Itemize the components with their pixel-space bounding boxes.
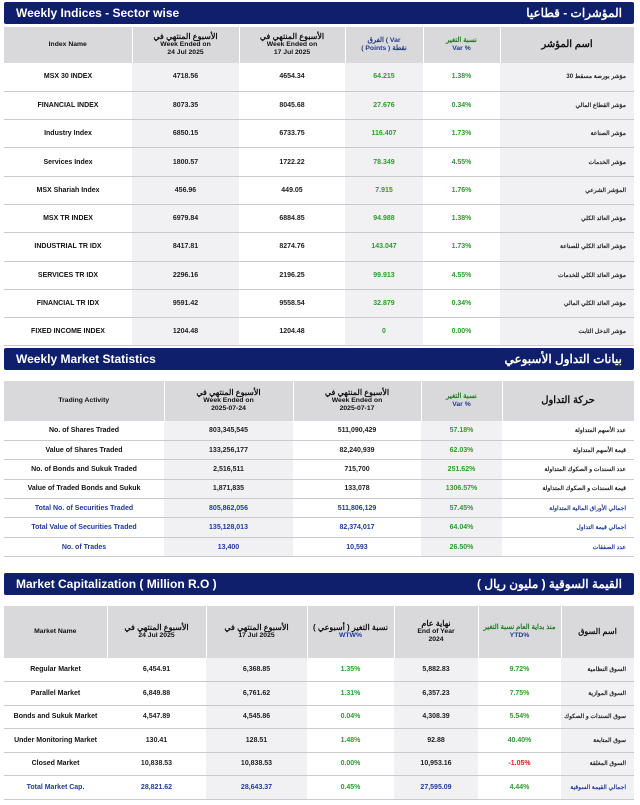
index-variation-points: 143.047	[345, 233, 423, 261]
activity-name-arabic: اجمالي قيمة التداول	[502, 518, 634, 537]
index-name: Industry Index	[4, 120, 132, 148]
stats-title: Weekly Market Statistics	[16, 352, 156, 366]
table-row	[4, 289, 634, 317]
market-name-arabic: سوق المتابعة	[561, 729, 634, 753]
table-row	[4, 440, 634, 459]
index-name: MSX Shariah Index	[4, 176, 132, 204]
market-current-cap: 28,821.62	[107, 776, 206, 800]
market-end-of-year: 4,308.39	[394, 705, 478, 729]
table-row	[4, 705, 634, 729]
indices-title-bar	[4, 2, 634, 24]
index-name: MSX 30 INDEX	[4, 63, 132, 91]
market-ytd-percent: 7.75%	[478, 682, 561, 706]
market-name-arabic: السوق المغلقة	[561, 752, 634, 776]
index-name-arabic: مؤشر الصناعة	[500, 120, 634, 148]
activity-variation-percent: 251.62%	[421, 460, 502, 479]
market-ytd-percent: 4.44%	[478, 776, 561, 800]
index-previous-value: 2196.25	[239, 261, 345, 289]
indices-header-name-ar: اسم المؤشر	[500, 27, 634, 63]
index-previous-value: 9558.54	[239, 289, 345, 317]
market-name-arabic: السوق الموازية	[561, 682, 634, 706]
index-previous-value: 1722.22	[239, 148, 345, 176]
cap-header-ytd: منذ بداية العام نسبة التغير YTD%	[478, 606, 561, 658]
index-variation-points: 64.215	[345, 63, 423, 91]
market-current-cap: 6,849.88	[107, 682, 206, 706]
cap-title-ar: القيمة السوقية ( مليون ريال )	[477, 577, 622, 591]
activity-name-arabic: عدد السندات و الصكوك المتداولة	[502, 460, 634, 479]
indices-header-prev: الأسبوع المنتهي في Week Ended on 17 Jul 2025	[239, 27, 345, 63]
indices-header-var: الفرق ( Var ( Points ) نقطة	[345, 27, 423, 63]
index-current-value: 8417.81	[132, 233, 239, 261]
index-variation-percent: 0.34%	[423, 289, 500, 317]
index-variation-percent: 1.38%	[423, 63, 500, 91]
activity-current-value: 803,345,545	[164, 421, 293, 440]
activity-name-arabic: قيمة الأسهم المتداولة	[502, 440, 634, 459]
index-name-arabic: المؤشر الشرعي	[500, 176, 634, 204]
index-current-value: 8073.35	[132, 91, 239, 119]
index-name-arabic: مؤشر العائد الكلي للصناعة	[500, 233, 634, 261]
market-name-arabic: اجمالي القيمة السوقية	[561, 776, 634, 800]
index-name: MSX TR INDEX	[4, 204, 132, 232]
cap-table	[4, 606, 635, 800]
activity-name-arabic: عدد الأسهم المتداولة	[502, 421, 634, 440]
indices-header-name: Index Name	[4, 27, 132, 63]
index-variation-points: 27.676	[345, 91, 423, 119]
table-row	[4, 479, 634, 498]
market-name: Regular Market	[4, 658, 107, 682]
activity-name: No. of Trades	[4, 537, 164, 556]
index-current-value: 1800.57	[132, 148, 239, 176]
table-row	[4, 91, 634, 119]
index-name-arabic: مؤشر العائد الكلي للخدمات	[500, 261, 634, 289]
index-variation-points: 116.407	[345, 120, 423, 148]
activity-current-value: 1,871,835	[164, 479, 293, 498]
stats-header-pct: نسبة التغير Var %	[421, 381, 502, 421]
table-row	[4, 537, 634, 556]
table-row	[4, 729, 634, 753]
table-row	[4, 682, 634, 706]
activity-name: Total No. of Securities Traded	[4, 499, 164, 518]
index-variation-points: 32.879	[345, 289, 423, 317]
stats-header-activity: Trading Activity	[4, 381, 164, 421]
index-variation-percent: 1.73%	[423, 233, 500, 261]
market-name-arabic: السوق النظامية	[561, 658, 634, 682]
table-row	[4, 148, 634, 176]
activity-variation-percent: 57.18%	[421, 421, 502, 440]
market-previous-cap: 6,761.62	[206, 682, 307, 706]
cap-header-name: Market Name	[4, 606, 107, 658]
cap-header-wtw: نسبة التغير ( أسبوعي ) WTW%	[307, 606, 394, 658]
index-name-arabic: مؤشر العائد الكلي المالي	[500, 289, 634, 317]
table-row	[4, 63, 634, 91]
table-row	[4, 421, 634, 440]
index-variation-percent: 4.55%	[423, 148, 500, 176]
market-ytd-percent: 5.54%	[478, 705, 561, 729]
activity-variation-percent: 62.03%	[421, 440, 502, 459]
market-end-of-year: 5,882.83	[394, 658, 478, 682]
index-name-arabic: مؤشر الخدمات	[500, 148, 634, 176]
table-row	[4, 233, 634, 261]
index-previous-value: 8274.76	[239, 233, 345, 261]
activity-previous-value: 82,374,017	[293, 518, 421, 537]
activity-name: Value of Traded Bonds and Sukuk	[4, 479, 164, 498]
market-wtw-percent: 1.31%	[307, 682, 394, 706]
market-current-cap: 4,547.89	[107, 705, 206, 729]
table-row	[4, 460, 634, 479]
activity-previous-value: 10,593	[293, 537, 421, 556]
table-row	[4, 518, 634, 537]
market-name: Bonds and Sukuk Market	[4, 705, 107, 729]
market-wtw-percent: 1.35%	[307, 658, 394, 682]
activity-variation-percent: 26.50%	[421, 537, 502, 556]
stats-header-prev: الأسبوع المنتهي في Week Ended on 2025-07-17	[293, 381, 421, 421]
activity-name: Total Value of Securities Traded	[4, 518, 164, 537]
index-name: FIXED INCOME INDEX	[4, 318, 132, 346]
index-name: SERVICES TR IDX	[4, 261, 132, 289]
activity-name: No. of Bonds and Sukuk Traded	[4, 460, 164, 479]
market-previous-cap: 10,838.53	[206, 752, 307, 776]
index-name-arabic: مؤشر العائد الكلي	[500, 204, 634, 232]
activity-variation-percent: 1306.57%	[421, 479, 502, 498]
index-variation-percent: 0.00%	[423, 318, 500, 346]
index-name: FINANCIAL INDEX	[4, 91, 132, 119]
index-current-value: 9591.42	[132, 289, 239, 317]
indices-table	[4, 27, 635, 346]
index-name: FINANCIAL TR IDX	[4, 289, 132, 317]
table-row	[4, 204, 634, 232]
cap-header-name-ar: اسم السوق	[561, 606, 634, 658]
market-end-of-year: 27,595.09	[394, 776, 478, 800]
activity-current-value: 135,128,013	[164, 518, 293, 537]
activity-name: Value of Shares Traded	[4, 440, 164, 459]
market-current-cap: 10,838.53	[107, 752, 206, 776]
market-end-of-year: 92.88	[394, 729, 478, 753]
index-previous-value: 8045.68	[239, 91, 345, 119]
index-current-value: 6850.15	[132, 120, 239, 148]
cap-header-cur: الأسبوع المنتهي في 24 Jul 2025	[107, 606, 206, 658]
index-name-arabic: مؤشر القطاع المالي	[500, 91, 634, 119]
index-variation-points: 7.915	[345, 176, 423, 204]
cap-header-eoy: نهاية عام End of Year 2024	[394, 606, 478, 658]
activity-name-arabic: اجمالي الأوراق المالية المتداولة	[502, 499, 634, 518]
market-previous-cap: 28,643.37	[206, 776, 307, 800]
activity-previous-value: 82,240,939	[293, 440, 421, 459]
index-variation-points: 0	[345, 318, 423, 346]
activity-previous-value: 715,700	[293, 460, 421, 479]
cap-title: Market Capitalization ( Million R.O )	[16, 577, 217, 591]
stats-header-cur: الأسبوع المنتهي في Week Ended on 2025-07-24	[164, 381, 293, 421]
index-current-value: 456.96	[132, 176, 239, 204]
stats-title-ar: بيانات التداول الأسبوعي	[504, 352, 622, 366]
index-previous-value: 4654.34	[239, 63, 345, 91]
index-previous-value: 6884.85	[239, 204, 345, 232]
table-row	[4, 120, 634, 148]
table-row	[4, 176, 634, 204]
index-variation-percent: 1.38%	[423, 204, 500, 232]
index-current-value: 4718.56	[132, 63, 239, 91]
stats-header-activity-ar: حركة التداول	[502, 381, 634, 421]
index-variation-percent: 1.73%	[423, 120, 500, 148]
activity-variation-percent: 57.45%	[421, 499, 502, 518]
index-name-arabic: مؤشر بورصة مسقط 30	[500, 63, 634, 91]
index-previous-value: 449.05	[239, 176, 345, 204]
index-variation-points: 94.988	[345, 204, 423, 232]
index-variation-points: 78.349	[345, 148, 423, 176]
index-name-arabic: مؤشر الدخل الثابت	[500, 318, 634, 346]
index-variation-points: 99.913	[345, 261, 423, 289]
activity-name: No. of Shares Traded	[4, 421, 164, 440]
market-name: Under Monitoring Market	[4, 729, 107, 753]
market-wtw-percent: 0.00%	[307, 752, 394, 776]
index-variation-percent: 0.34%	[423, 91, 500, 119]
market-previous-cap: 128.51	[206, 729, 307, 753]
table-row	[4, 261, 634, 289]
table-row	[4, 776, 634, 800]
index-name: INDUSTRIAL TR IDX	[4, 233, 132, 261]
table-row	[4, 658, 634, 682]
market-name: Total Market Cap.	[4, 776, 107, 800]
market-wtw-percent: 0.04%	[307, 705, 394, 729]
activity-current-value: 2,516,511	[164, 460, 293, 479]
market-wtw-percent: 1.48%	[307, 729, 394, 753]
market-wtw-percent: 0.45%	[307, 776, 394, 800]
activity-current-value: 133,256,177	[164, 440, 293, 459]
market-ytd-percent: 9.72%	[478, 658, 561, 682]
market-end-of-year: 6,357.23	[394, 682, 478, 706]
index-previous-value: 1204.48	[239, 318, 345, 346]
activity-previous-value: 511,090,429	[293, 421, 421, 440]
market-current-cap: 6,454.91	[107, 658, 206, 682]
activity-current-value: 13,400	[164, 537, 293, 556]
index-name: Services Index	[4, 148, 132, 176]
market-previous-cap: 6,368.85	[206, 658, 307, 682]
index-previous-value: 6733.75	[239, 120, 345, 148]
table-row	[4, 752, 634, 776]
stats-title-bar	[4, 348, 634, 370]
activity-name-arabic: عدد الصفقات	[502, 537, 634, 556]
cap-header-prev: الأسبوع المنتهي في 17 Jul 2025	[206, 606, 307, 658]
table-row	[4, 318, 634, 346]
market-previous-cap: 4,545.86	[206, 705, 307, 729]
indices-title: Weekly Indices - Sector wise	[16, 6, 180, 20]
market-ytd-percent: -1.05%	[478, 752, 561, 776]
activity-name-arabic: قيمة السندات و الصكوك المتداولة	[502, 479, 634, 498]
indices-title-ar: المؤشرات - قطاعيا	[526, 6, 622, 20]
table-row	[4, 499, 634, 518]
activity-previous-value: 511,806,129	[293, 499, 421, 518]
indices-header-cur: الأسبوع المنتهي في Week Ended on 24 Jul 2025	[132, 27, 239, 63]
indices-header-pct: نسبة التغير Var %	[423, 27, 500, 63]
market-end-of-year: 10,953.16	[394, 752, 478, 776]
index-variation-percent: 1.76%	[423, 176, 500, 204]
cap-title-bar	[4, 573, 634, 595]
market-name-arabic: سوق السندات و الصكوك	[561, 705, 634, 729]
activity-variation-percent: 64.04%	[421, 518, 502, 537]
index-current-value: 6979.84	[132, 204, 239, 232]
market-current-cap: 130.41	[107, 729, 206, 753]
market-name: Closed Market	[4, 752, 107, 776]
activity-previous-value: 133,078	[293, 479, 421, 498]
index-current-value: 2296.16	[132, 261, 239, 289]
index-variation-percent: 4.55%	[423, 261, 500, 289]
market-ytd-percent: 40.40%	[478, 729, 561, 753]
activity-current-value: 805,862,056	[164, 499, 293, 518]
market-name: Parallel Market	[4, 682, 107, 706]
index-current-value: 1204.48	[132, 318, 239, 346]
stats-table	[4, 381, 635, 557]
